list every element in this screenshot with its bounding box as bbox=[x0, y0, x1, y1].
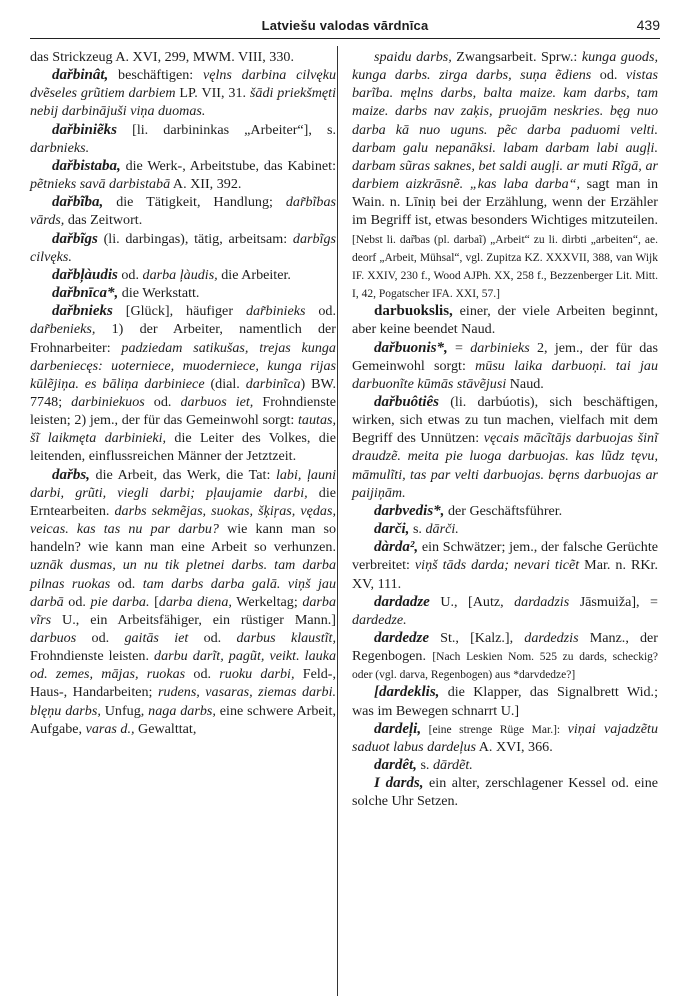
entry-text: die Arbeiter. bbox=[217, 266, 291, 283]
entry-text: die Tätigkeit, Handlung; bbox=[103, 194, 286, 211]
entry-headword: dařbinât, bbox=[52, 67, 109, 84]
entry-text: Mar. n. RKr. XV, 111. bbox=[352, 557, 658, 592]
entry-example: darbiniekuos bbox=[71, 393, 145, 410]
entry-example: dārči. bbox=[425, 521, 459, 538]
dictionary-entry bbox=[352, 593, 658, 629]
entry-example: padziedam satikušas, trejas kunga darbeniecęs: uoterniece, muoderniece, kunga rijas kūlẽjiņa. es bāliņa darbiniece bbox=[30, 339, 336, 392]
entry-text: od. bbox=[591, 67, 626, 84]
entry-example: varas d., bbox=[85, 720, 135, 737]
entry-headword: [dardeklis, bbox=[374, 684, 440, 701]
page-number: 439 bbox=[636, 17, 660, 33]
entry-text: Unfug, bbox=[100, 702, 149, 719]
entry-headword: dařbnīca*, bbox=[52, 285, 119, 302]
entry-text: das Zeitwort. bbox=[64, 212, 143, 229]
entry-text: St., [Kalz.], bbox=[429, 630, 525, 646]
dictionary-entry bbox=[352, 538, 658, 592]
entry-headword: dařbļàudis bbox=[52, 266, 118, 283]
entry-example: darbinieks bbox=[470, 339, 530, 356]
entry-headword: dařbĩgs bbox=[52, 230, 98, 247]
entry-example: dar̃bĩbas vārds, bbox=[30, 194, 336, 229]
entry-text: od. bbox=[110, 575, 143, 592]
entry-text: [Glück], häufiger bbox=[112, 303, 246, 320]
entry-text: od. bbox=[185, 666, 220, 683]
entry-example: darba ļàudis, bbox=[142, 266, 218, 283]
dictionary-entry bbox=[352, 774, 658, 810]
entry-text: U., [Autz, bbox=[429, 593, 515, 610]
entry-text: ) BW. 7748; bbox=[30, 375, 336, 410]
entry-text: eine schwere Arbeit, Aufgabe, bbox=[30, 702, 336, 737]
entry-example: viņai vajadzẽtu saduot labus dardeļus bbox=[352, 720, 659, 755]
dictionary-entry bbox=[352, 720, 658, 756]
entry-text: die Werkstatt. bbox=[118, 285, 200, 302]
entry-etymology: [Nach Leskien Nom. 525 zu dards, scheckig? oder (vgl. darva, Regenbogen) aus *darvdedze?] bbox=[352, 651, 658, 682]
entry-example: tautas, šĩ laikmęta darbinieki, bbox=[30, 412, 336, 447]
entry-example: naga darbs, bbox=[148, 702, 216, 719]
entry-text: Manz., der Regenbogen. bbox=[352, 630, 658, 665]
entry-headword: dařbiniẽks bbox=[52, 121, 118, 138]
entry-text: Feld-, Haus-, Handarbeiten; bbox=[30, 666, 337, 701]
entry-example: viņš tāds darda; nevari ticẽt bbox=[414, 557, 580, 574]
entry-text: A. XVI, 366. bbox=[475, 738, 553, 755]
dictionary-entry bbox=[352, 393, 658, 502]
entry-example: dārdẽt. bbox=[432, 757, 473, 774]
entry-text: (li. darbingas), tätig, arbeitsam: bbox=[97, 230, 293, 247]
dictionary-entry bbox=[30, 302, 336, 465]
entry-example: uznāk dusmas, un nu tik pletnei darbs. tam darba pilnas ruokas bbox=[30, 557, 336, 592]
entry-text: od. bbox=[144, 393, 181, 410]
entry-headword: dařbistaba, bbox=[52, 157, 121, 174]
entry-text: A. XII, 392. bbox=[170, 176, 242, 193]
dictionary-entry bbox=[30, 48, 336, 66]
dictionary-entry bbox=[352, 629, 658, 683]
entry-text: Werkeltag; bbox=[231, 593, 303, 610]
column-divider bbox=[337, 46, 338, 996]
entry-text: Zwangsarbeit. Sprw.: bbox=[451, 49, 582, 65]
entry-example: tam darbs darba galā. viņš jau darbā bbox=[30, 575, 336, 610]
entry-etymology: [Nebst li. dar̃bas (pl. darbaĩ) „Arbeit“ zu li. dìrbti „arbeiten“, ae. deorf „Arbeit, Mühsal“, vgl. Zupitza KZ. XXXVII, 388, van Wijk IF. XXIV, 230 f., Wood AJPh. XX, 258 f., Bezzenberger Lit. Mitt. I, 42, Pogatscher IFA. XXI, 57.] bbox=[352, 233, 658, 301]
entry-text: beschäftigen: bbox=[108, 67, 203, 84]
dictionary-entry bbox=[30, 121, 336, 157]
dictionary-entry bbox=[30, 230, 336, 266]
dictionary-entry bbox=[30, 284, 336, 302]
entry-example: pẽtnieks savā darbistabā bbox=[30, 176, 171, 193]
entry-text: die Werk-, Arbeitstube, das Kabinet: bbox=[120, 157, 336, 174]
entry-text: 2, jem., der für das Gemeinwohl sorgt: bbox=[352, 339, 658, 374]
entry-example: mūsu laika darbuoņi. tai jau darbuonĩte kūmās stāvẽjusi bbox=[352, 357, 658, 392]
entry-text: U., ein Arbeitsfähiger, ein rüstiger Mann.] bbox=[51, 611, 336, 628]
entry-text: od. bbox=[63, 593, 91, 610]
entry-headword: darbvedis*, bbox=[374, 502, 445, 519]
entry-headword: dardêt, bbox=[374, 757, 417, 774]
dictionary-entry bbox=[352, 48, 658, 302]
entry-text: ein Schwätzer; jem., der falsche Gerüchte verbreitet: bbox=[352, 539, 658, 574]
entry-text: (dial. bbox=[204, 375, 246, 392]
dictionary-entry bbox=[352, 520, 658, 538]
entry-example: ruoku darbi, bbox=[219, 666, 295, 683]
entry-example: darbĩgs cilvęks. bbox=[30, 230, 336, 265]
entry-text: einer, der viele Arbeiten beginnt, aber keine beendet Naud. bbox=[352, 303, 658, 338]
dictionary-entry bbox=[30, 466, 336, 738]
entry-example: gaitās iet bbox=[124, 630, 189, 646]
entry-text: Frohndienste leisten; 2) jem., der für das Gemeinwohl sorgt: bbox=[30, 393, 336, 429]
entry-text: LP. VII, 31. bbox=[175, 85, 250, 102]
entry-example: darbnieks. bbox=[30, 139, 90, 156]
entry-etymology: [eine strenge Rüge Mar.]: bbox=[421, 723, 568, 736]
entry-text: das Strickzeug A. XVI, 299, MWM. VIII, 330. bbox=[30, 49, 294, 65]
entry-example: kunga guods, kunga darbs. zirga darbs, suņa ẽdiens bbox=[352, 49, 658, 84]
entry-text: die Leiter des Volkes, die leitenden, einflussreichen Männer der Jetztzeit. bbox=[30, 430, 336, 465]
entry-example: darbuos bbox=[30, 630, 77, 646]
running-title: Latviešu valodas vārdnīca bbox=[261, 18, 429, 33]
entry-example: dar̃binieks bbox=[245, 303, 306, 320]
entry-headword: dàrda², bbox=[374, 539, 419, 556]
entry-headword: dařbs, bbox=[52, 466, 90, 483]
entry-text: od. bbox=[305, 303, 336, 320]
dictionary-entry bbox=[352, 339, 658, 393]
entry-example: vęcais mācĩtājs darbuojas šinĩ draudzẽ. meita pie luoga darbuojas. kas lũdz tęvu, māmulĩti, tas par velti darbuojas. bęrns darbuojas ar paijiņām. bbox=[352, 430, 658, 501]
entry-example: dar̃benieks, bbox=[30, 321, 96, 338]
entry-headword: dařbuôtiês bbox=[374, 393, 440, 410]
entry-example: dardedzis bbox=[524, 630, 579, 646]
entry-headword: darči, bbox=[374, 521, 410, 538]
entry-example: vęlns darbina cilvęku dvẽseles grũtiem darbiem bbox=[30, 67, 336, 102]
dictionary-entry bbox=[30, 193, 336, 229]
entry-example: darbs sekmẽjas, suokas, šķiŗas, vędas, veicas. kas tas nu par darbu? bbox=[30, 502, 336, 538]
entry-text: Gewalttat, bbox=[134, 720, 197, 737]
entry-example: spaidu darbs, bbox=[374, 49, 452, 65]
entry-text: (li. darbúotis), sich beschäftigen, wirken, sich etwas zu tun machen, vielfach mit dem Begriff des Unnützen: bbox=[352, 393, 658, 447]
entry-text: ein alter, zerschlagener Kessel od. eine solche Uhr Setzen. bbox=[352, 775, 658, 810]
entry-example: darba vĩrs bbox=[30, 593, 337, 628]
entry-example: darbinĩca bbox=[245, 375, 301, 392]
entry-example: darbu darĩt, pagũt, veikt. lauka od. zemes, mājas, ruokas bbox=[30, 648, 336, 683]
entry-example: darbus klaustĩt, bbox=[236, 630, 336, 646]
entry-text: [ bbox=[149, 593, 159, 610]
dictionary-entry bbox=[30, 266, 336, 284]
dictionary-entry bbox=[352, 302, 658, 338]
dictionary-entry bbox=[352, 502, 658, 520]
entry-example: darba diena, bbox=[158, 593, 232, 610]
entry-example: rudens, vasaras, ziemas darbi. blęņu darbs, bbox=[30, 684, 337, 719]
running-header bbox=[30, 14, 660, 39]
entry-headword: dardeļi, bbox=[374, 720, 422, 737]
entry-text: = bbox=[447, 339, 471, 356]
dictionary-entry bbox=[30, 66, 336, 120]
entry-text bbox=[463, 176, 470, 192]
dictionary-entry bbox=[30, 157, 336, 193]
entry-text: od. bbox=[117, 266, 143, 283]
dictionary-entry bbox=[352, 756, 658, 774]
entry-headword: I dards, bbox=[374, 775, 424, 792]
entry-text: die Erntearbeiten. bbox=[30, 484, 336, 519]
entry-headword: dardedze bbox=[374, 630, 429, 646]
entry-text: Naud. bbox=[506, 375, 544, 392]
entry-text: wie kann man so handeln? wie kann man eine Arbeit so verhunzen. bbox=[30, 521, 336, 556]
entry-example: darbuos iet, bbox=[180, 393, 254, 410]
entry-text: Frohndienste leisten. bbox=[30, 648, 155, 665]
entry-text: sagt man in Wain. n. Līniņ bei der Erzählung, wenn der Erzähler im Begriff ist, etwas besonders Wichtiges mitzuteilen. bbox=[352, 176, 658, 229]
entry-text: Jāsmuiža], = bbox=[569, 593, 658, 610]
entry-example: pie darba. bbox=[90, 593, 150, 610]
entry-example: vistas barĩba. męlns darbs, balta maize. kam darbs, tam maize. darbs nav zaķis, pruojām neskries. bęg nuo darba kā nuo uguns. pẽc darba paduomi velti. darbam galu nepanāksi. labam darbam labi augļi. darbam sũras saknes, bet saldi augļi. ar muti Rĩgā, ar darbiem aizkrāsnẽ. bbox=[352, 67, 658, 193]
entry-text: od. bbox=[76, 630, 125, 646]
entry-text: die Klapper, das Signalbrett Wid.; was im Bewegen schnarrt U.] bbox=[352, 684, 658, 719]
entry-example: labi, ļauni darbi, grũti, viegli darbi; pļaujamie darbi, bbox=[30, 466, 336, 501]
entry-text: s. bbox=[416, 757, 433, 774]
entry-example: „kas laba darba“, bbox=[469, 176, 580, 193]
entry-headword: dardadze bbox=[374, 593, 430, 610]
dictionary-entry bbox=[352, 683, 658, 719]
entry-headword: dařbĩba, bbox=[52, 194, 104, 211]
entry-text: [li. darbininkas „Arbeiter“], s. bbox=[117, 121, 336, 138]
entry-text: die Arbeit, das Werk, die Tat: bbox=[89, 466, 276, 483]
entry-text: der Geschäftsführer. bbox=[444, 502, 563, 519]
entry-example: dardedze. bbox=[352, 611, 407, 628]
entry-text: od. bbox=[188, 630, 237, 646]
right-column bbox=[352, 48, 658, 811]
left-column bbox=[30, 48, 336, 738]
entry-headword: darbuokslis, bbox=[374, 303, 453, 320]
entry-example: dardadzis bbox=[514, 593, 570, 610]
entry-headword: dařbnieks bbox=[52, 303, 113, 320]
entry-example: šādi priekšmęti nebij darbinājuši viņa duomas. bbox=[30, 85, 336, 120]
entry-text: s. bbox=[409, 521, 426, 538]
entry-headword: dařbuonis*, bbox=[374, 339, 448, 356]
entry-text: 1) der Arbeiter, namentlich der Frohnarbeiter: bbox=[30, 321, 336, 356]
